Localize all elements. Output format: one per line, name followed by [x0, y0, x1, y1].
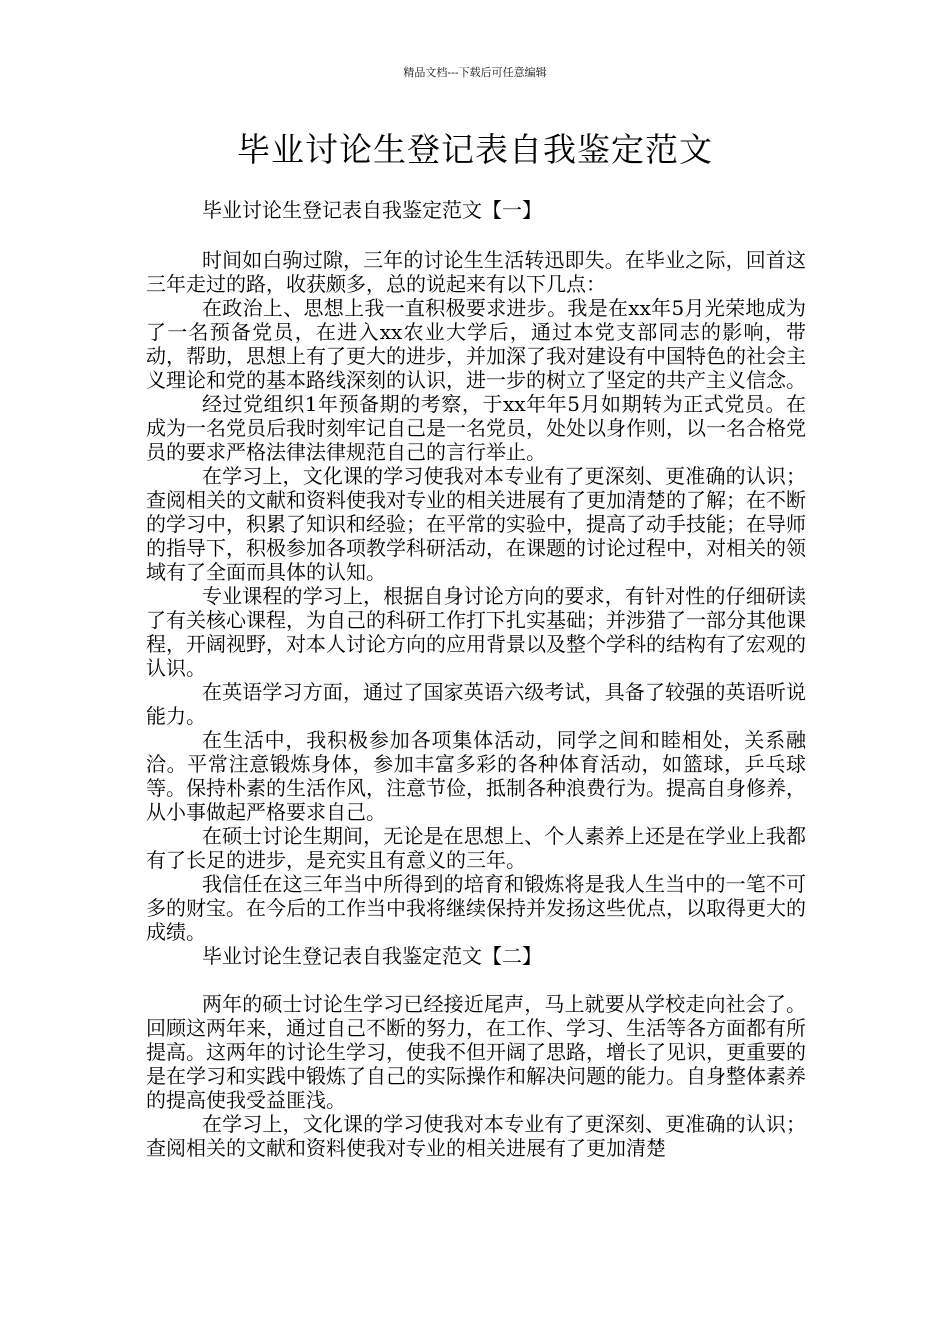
document-title: 毕业讨论生登记表自我鉴定范文: [237, 130, 713, 169]
page-header: 精品文档---下载后可任意编辑: [403, 66, 547, 79]
paragraph: 专业课程的学习上，根据自身讨论方向的要求，有针对性的仔细研读了有关核心课程，为自己的科研工作打下扎实基础；并涉猎了一部分其他课程，开阔视野，对本人讨论方向的应用背景以及整个学科的结构有了宏观的认识。: [146, 584, 806, 680]
document-body: [146, 198, 806, 1160]
paragraph: 在政治上、思想上我一直积极要求进步。我是在xx年5月光荣地成为了一名预备党员，在进入xx农业大学后，通过本党支部同志的影响，带动，帮助，思想上有了更大的进步，并加深了我对建设有中国特色的社会主义理论和党的基本路线深刻的认识，进一步的树立了坚定的共产主义信念。: [146, 296, 806, 392]
paragraph: 在学习上，文化课的学习使我对本专业有了更深刻、更准确的认识；查阅相关的文献和资料使我对专业的相关进展有了更加清楚的了解；在不断的学习中，积累了知识和经验；在平常的实验中，提高了动手技能；在导师的指导下，积极参加各项教学科研活动，在课题的讨论过程中，对相关的领域有了全面而具体的认知。: [146, 464, 806, 584]
paragraph: 时间如白驹过隙，三年的讨论生生活转迅即失。在毕业之际，回首这三年走过的路，收获颇多，总的说起来有以下几点：: [146, 248, 806, 296]
paragraph: 在硕士讨论生期间，无论是在思想上、个人素养上还是在学业上我都有了长足的进步，是充实且有意义的三年。: [146, 824, 806, 872]
paragraph: 两年的硕士讨论生学习已经接近尾声，马上就要从学校走向社会了。回顾这两年来，通过自己不断的努力，在工作、学习、生活等各方面都有所提高。这两年的讨论生学习，使我不但开阔了思路，增长了见识，更重要的是在学习和实践中锻炼了自己的实际操作和解决问题的能力。自身整体素养的提高使我受益匪浅。: [146, 992, 806, 1112]
section-heading-2: 毕业讨论生登记表自我鉴定范文【二】: [202, 944, 542, 968]
paragraph: 经过党组织1年预备期的考察，于xx年年5月如期转为正式党员。在成为一名党员后我时刻牢记自己是一名党员，处处以身作则，以一名合格党员的要求严格法律法律规范自己的言行举止。: [146, 392, 806, 464]
paragraph: 在英语学习方面，通过了国家英语六级考试，具备了较强的英语听说能力。: [146, 680, 806, 728]
paragraph: 我信任在这三年当中所得到的培育和锻炼将是我人生当中的一笔不可多的财宝。在今后的工作当中我将继续保持并发扬这些优点，以取得更大的成绩。: [146, 872, 806, 944]
section-heading-1: 毕业讨论生登记表自我鉴定范文【一】: [202, 198, 542, 222]
paragraph: 在学习上，文化课的学习使我对本专业有了更深刻、更准确的认识；查阅相关的文献和资料使我对专业的相关进展有了更加清楚: [146, 1112, 806, 1160]
paragraph: 在生活中，我积极参加各项集体活动，同学之间和睦相处，关系融洽。平常注意锻炼身体，参加丰富多彩的各种体育活动，如篮球，乒乓球等。保持朴素的生活作风，注意节俭，抵制各种浪费行为。提高自身修养，从小事做起严格要求自己。: [146, 728, 806, 824]
